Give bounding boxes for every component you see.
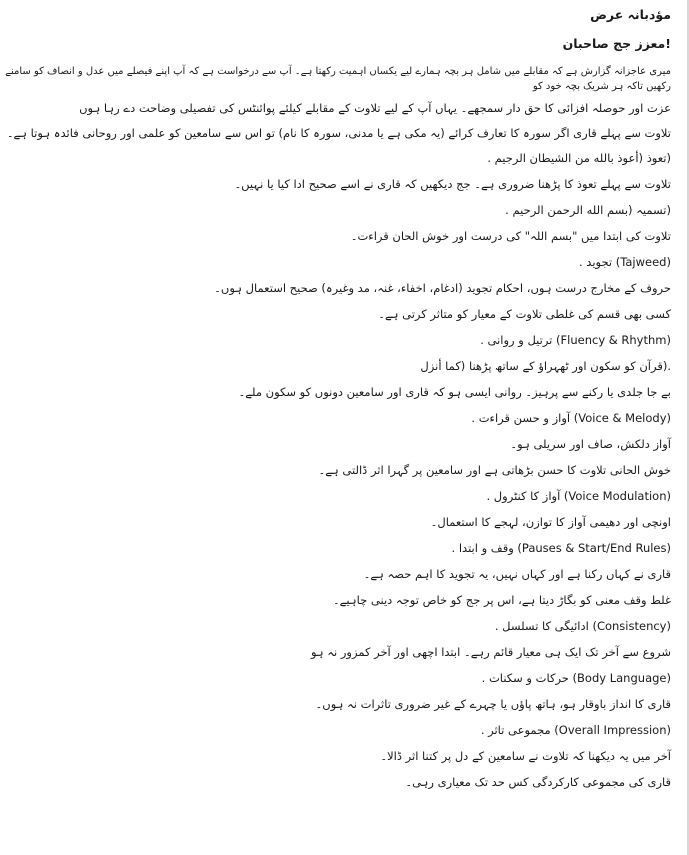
section-line: غلط وقف معنی کو بگاڑ دیتا ہے، اس پر جج کو خاص توجہ دینی چاہیے۔: [332, 593, 671, 607]
section-title: (تعوذ (أعوذ بالله من الشيطان الرجيم .: [487, 151, 671, 165]
section-line: اونچی اور دھیمی آواز کا توازن، لہجے کا استعمال۔: [430, 515, 671, 529]
intro-line: تلاوت سے پہلے قاری اگر سورہ کا تعارف کرائے (یہ مکی ہے یا مدنی، سورہ کا نام) تو اس سے سامعین کو علمی اور روحانی فائدہ ہوتا ہے۔: [6, 126, 671, 140]
section-line: آخر میں یہ دیکھنا کہ تلاوت نے سامعین کے دل پر کتنا اثر ڈالا۔: [380, 749, 671, 763]
section-line: قاری کا انداز باوقار ہو، ہاتھ پاؤں یا چہرے کے غیر ضروری تاثرات نہ ہوں۔: [315, 697, 671, 711]
section-line: .(قرآن کو سکون اور ٹھہراؤ کے ساتھ پڑھنا (کما أنزل: [420, 359, 671, 373]
section-line: تلاوت سے پہلے تعوذ کا پڑھنا ضروری ہے۔ جج دیکھیں کہ قاری نے اسے صحیح ادا کیا یا نہیں۔: [234, 177, 671, 191]
section-line: حروف کے مخارج درست ہوں، احکام تجوید (ادغام، اخفاء، غنہ، مد وغیرہ) صحیح استعمال ہوں۔: [214, 281, 671, 295]
section-title: (Fluency & Rhythm) ترتیل و روانی .: [480, 333, 671, 347]
section-title: (Pauses & Start/End Rules) وقف و ابتدا .: [451, 541, 671, 555]
intro-line: میری عاجزانہ گزارش ہے کہ مقابلے میں شامل ہر بچہ ہمارے لیے یکساں اہمیت رکھتا ہے۔ آپ سے درخواست ہے کہ آپ اپنے فیصلے میں عدل و انصاف کو سامنے رکھیں تاکہ ہر شریک بچہ خود کو: [5, 66, 671, 92]
salutation: !معزز جج صاحبان: [562, 36, 671, 51]
section-line: قاری کی مجموعی کارکردگی کس حد تک معیاری رہی۔: [405, 775, 671, 789]
section-line: کسی بھی قسم کی غلطی تلاوت کے معیار کو متاثر کرتی ہے۔: [378, 307, 671, 321]
section-title: (Tajweed) تجوید .: [579, 255, 671, 269]
section-title: (Consistency) ادائیگی کا تسلسل .: [494, 619, 671, 633]
section-title: (Voice & Melody) آواز و حسن قراءت .: [471, 411, 671, 425]
section-title: (تسمیہ (بسم الله الرحمن الرحيم .: [505, 203, 671, 217]
section-line: بے جا جلدی یا رکنے سے پرہیز۔ روانی ایسی ہو کہ قاری اور سامعین دونوں کو سکون ملے۔: [238, 385, 671, 399]
section-line: شروع سے آخر تک ایک ہی معیار قائم رہے۔ ابتدا اچھی اور آخر کمزور نہ ہو: [310, 645, 671, 659]
section-title: (Overall Impression) مجموعی تاثر .: [480, 723, 671, 737]
section-line: خوش الحانی تلاوت کا حسن بڑھاتی ہے اور سامعین پر گہرا اثر ڈالتی ہے۔: [318, 463, 671, 477]
section-line: قاری نے کہاں رکنا ہے اور کہاں نہیں، یہ تجوید کا اہم حصہ ہے۔: [363, 567, 671, 581]
criteria-list: [4, 150, 671, 791]
intro-line: عزت اور حوصلہ افزائی کا حق دار سمجھے۔ یہاں آپ کے لیے تلاوت کے مقابلے کیلئے پوائنٹس کی تفصیلی وضاحت دے رہا ہوں: [79, 101, 671, 115]
section-line: آواز دلکش، صاف اور سریلی ہو۔: [510, 437, 671, 451]
section-title: (Body Language) حرکات و سکنات .: [481, 671, 671, 685]
greeting: مؤدبانہ عرض: [590, 7, 671, 22]
section-title: (Voice Modulation) آواز کا کنٹرول .: [486, 489, 671, 503]
section-line: تلاوت کی ابتدا میں "بسم اللہ" کی درست اور خوش الحان قراءت۔: [350, 229, 671, 243]
